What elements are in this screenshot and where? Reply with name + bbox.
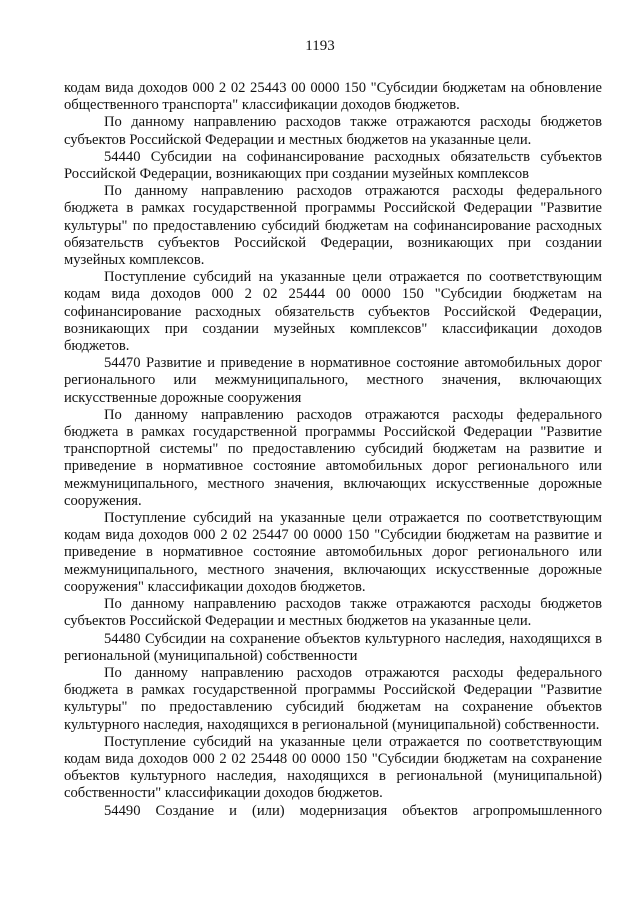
paragraph: По данному направлению расходов также отражаются расходы бюджетов субъектов Российской Федерации и местных бюджетов на указанные цели. xyxy=(64,114,602,148)
paragraph: По данному направлению расходов отражаются расходы федерального бюджета в рамках государственной программы Российской Федерации "Развитие транспортной системы" по предоставлению субсидий бюджетам на развитие и приведение в нормативное состояние автомобильных дорог регионального или межмуниципального, местного значения, включающих искусственные дорожные сооружения. xyxy=(64,406,602,509)
paragraph: По данному направлению расходов также отражаются расходы бюджетов субъектов Российской Федерации и местных бюджетов на указанные цели. xyxy=(64,596,602,630)
paragraph: 54440 Субсидии на софинансирование расходных обязательств субъектов Российской Федерации, возникающих при создании музейных комплексов xyxy=(64,148,602,183)
paragraph: 54470 Развитие и приведение в нормативное состояние автомобильных дорог регионального или межмуниципального, местного значения, включающих искусственные дорожные сооружения xyxy=(64,355,602,406)
paragraph: По данному направлению расходов отражаются расходы федерального бюджета в рамках государственной программы Российской Федерации "Развитие культуры" по предоставлению субсидий бюджетам на софинансирование расходных обязательств субъектов Российской Федерации, возникающих при создании музейных комплексов. xyxy=(64,183,602,269)
paragraph: кодам вида доходов 000 2 02 25443 00 0000 150 "Субсидии бюджетам на обновление общественного транспорта" классификации доходов бюджетов. xyxy=(64,80,602,114)
paragraph: Поступление субсидий на указанные цели отражается по соответствующим кодам вида доходов 000 2 02 25444 00 0000 150 "Субсидии бюджетам на софинансирование расходных обязательств субъектов Российской Федерации, возникающих при создании музейных комплексов" классификации доходов бюджетов. xyxy=(64,269,602,355)
paragraph: По данному направлению расходов отражаются расходы федерального бюджета в рамках государственной программы Российской Федерации "Развитие культуры" по предоставлению субсидий бюджетам на сохранение объектов культурного наследия, находящихся в региональной (муниципальной) собственности. xyxy=(64,664,602,733)
paragraph: Поступление субсидий на указанные цели отражается по соответствующим кодам вида доходов 000 2 02 25447 00 0000 150 "Субсидии бюджетам на развитие и приведение в нормативное состояние автомобильных дорог регионального или межмуниципального, местного значения, включающих искусственные дорожные сооружения" классификации доходов бюджетов. xyxy=(64,510,602,595)
paragraph: 54490 Создание и (или) модернизация объектов агропромышленного xyxy=(104,802,602,819)
document-body xyxy=(64,80,602,820)
paragraph: 54480 Субсидии на сохранение объектов культурного наследия, находящихся в региональной (муниципальной) собственности xyxy=(64,630,602,664)
page-number: 1193 xyxy=(305,38,335,54)
paragraph: Поступление субсидий на указанные цели отражается по соответствующим кодам вида доходов 000 2 02 25448 00 0000 150 "Субсидии бюджетам на сохранение объектов культурного наследия, находящихся в региональной (муниципальной) собственности" классификации доходов бюджетов. xyxy=(64,733,602,802)
